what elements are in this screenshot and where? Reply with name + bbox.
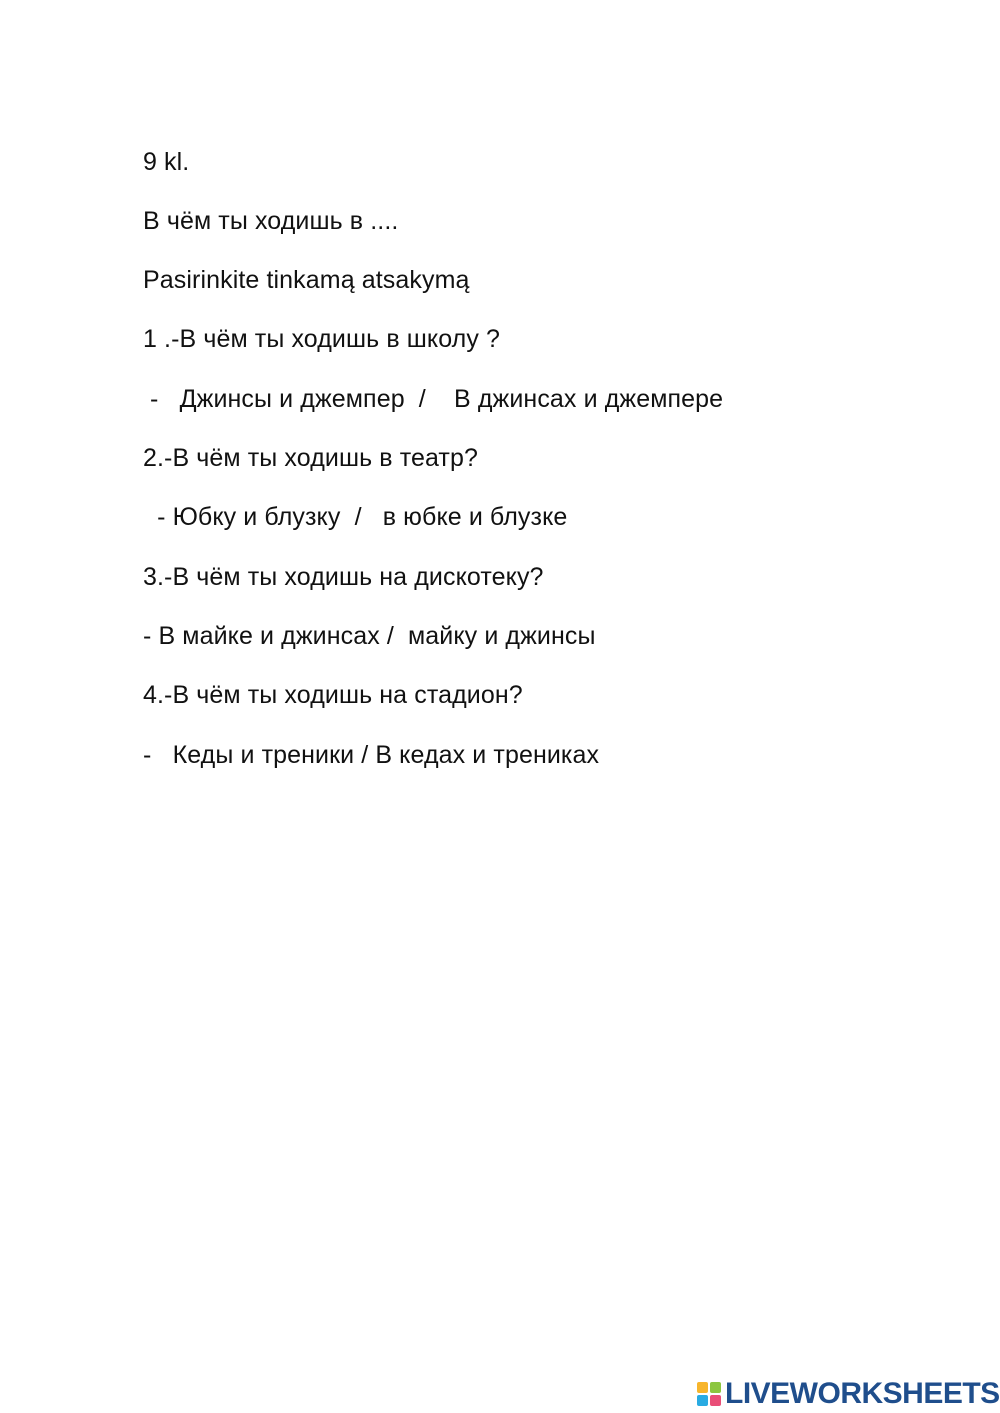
question-2: 2.-В чём ты ходишь в театр? bbox=[143, 444, 478, 472]
liveworksheets-logo bbox=[697, 1378, 1000, 1410]
question-3: 3.-В чём ты ходишь на дискотеку? bbox=[143, 563, 544, 591]
answer-options-2[interactable]: - Юбку и блузку / в юбке и блузке bbox=[143, 503, 568, 531]
answer-options-1[interactable]: - Джинсы и джемпер / В джинсах и джемпере bbox=[143, 385, 724, 413]
logo-text: LIVEWORKSHEETS bbox=[725, 1377, 1000, 1410]
question-1: 1 .-В чём ты ходишь в школу ? bbox=[143, 325, 501, 353]
worksheet-title: В чём ты ходишь в .... bbox=[143, 207, 399, 235]
answer-options-4[interactable]: - Кеды и треники / В кедах и трениках bbox=[143, 741, 600, 769]
grade-label: 9 kl. bbox=[143, 148, 190, 176]
liveworksheets-logo-icon bbox=[697, 1382, 721, 1406]
answer-options-3[interactable]: - В майке и джинсах / майку и джинсы bbox=[143, 622, 596, 650]
question-4: 4.-В чём ты ходишь на стадион? bbox=[143, 681, 523, 709]
instruction-text: Pasirinkite tinkamą atsakymą bbox=[143, 266, 470, 294]
